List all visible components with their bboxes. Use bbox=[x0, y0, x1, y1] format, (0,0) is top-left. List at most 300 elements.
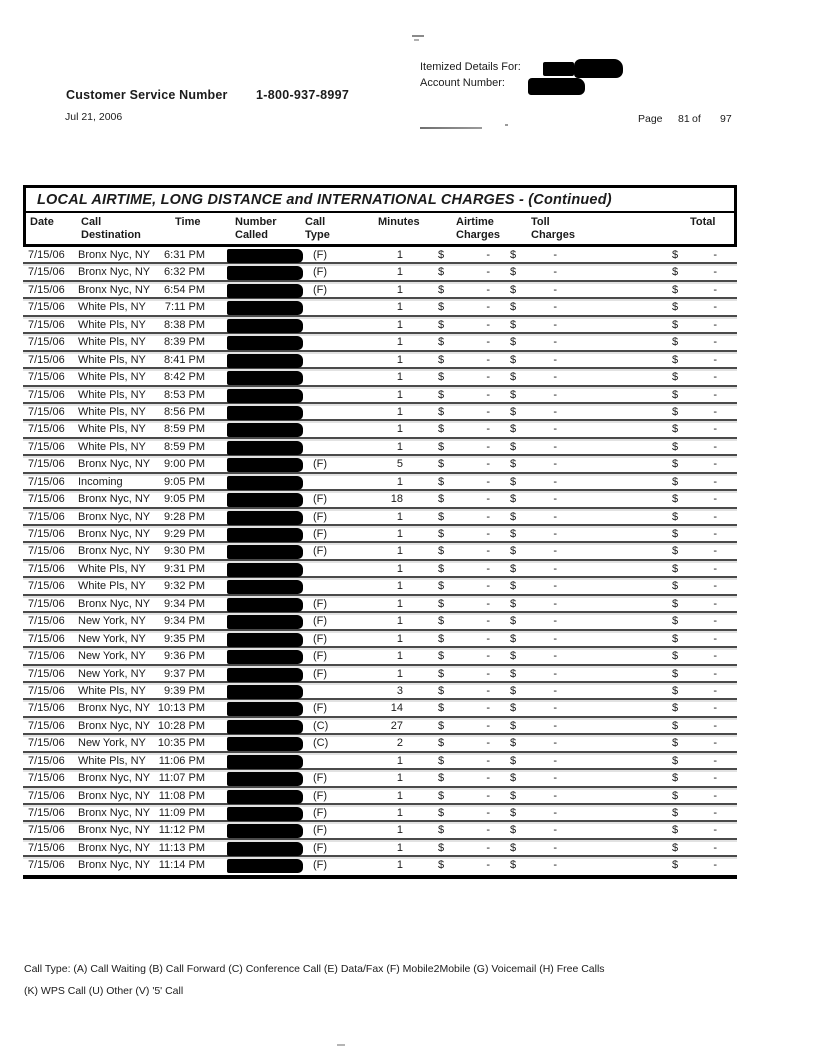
call-record-row bbox=[23, 822, 737, 839]
airtime-currency-symbol: $ bbox=[438, 440, 445, 453]
toll-charge-amount: - bbox=[553, 371, 557, 384]
redacted-number-called bbox=[227, 859, 303, 873]
total-charge-amount: - bbox=[713, 545, 717, 558]
total-currency-symbol: $ bbox=[672, 841, 679, 854]
call-time: 7:11 PM bbox=[164, 301, 205, 314]
call-type-code: (F) bbox=[313, 632, 328, 645]
total-charge-amount: - bbox=[713, 615, 717, 628]
total-charge-amount: - bbox=[713, 789, 717, 802]
airtime-currency-symbol: $ bbox=[438, 702, 445, 715]
call-minutes: 2 bbox=[396, 737, 403, 750]
call-date: 7/15/06 bbox=[28, 405, 65, 418]
total-currency-symbol: $ bbox=[672, 528, 679, 540]
toll-currency-symbol: $ bbox=[510, 719, 517, 732]
total-currency-symbol: $ bbox=[672, 754, 679, 767]
call-type-legend-line-1: Call Type: (A) Call Waiting (B) Call Forward (C) Conference Call (E) Data/Fax (F) Mobile2Mobile (G) Voicemail (H) Free Calls bbox=[24, 963, 605, 975]
toll-currency-symbol: $ bbox=[510, 475, 517, 488]
toll-currency-symbol: $ bbox=[510, 667, 517, 680]
col-header-minutes: Minutes bbox=[378, 216, 420, 228]
charges-table bbox=[23, 185, 737, 879]
redacted-number-called bbox=[227, 511, 303, 525]
call-minutes: 1 bbox=[396, 562, 403, 575]
toll-currency-symbol: $ bbox=[510, 528, 517, 540]
call-time: 8:59 PM bbox=[164, 423, 205, 436]
call-destination: Bronx Nyc, NY bbox=[78, 249, 151, 261]
airtime-currency-symbol: $ bbox=[438, 667, 445, 680]
total-charge-amount: - bbox=[713, 388, 717, 401]
call-record-row bbox=[23, 474, 737, 491]
call-time: 9:29 PM bbox=[164, 528, 205, 540]
airtime-charge-amount: - bbox=[486, 737, 490, 750]
toll-currency-symbol: $ bbox=[510, 841, 517, 854]
call-destination: Bronx Nyc, NY bbox=[78, 841, 151, 854]
toll-currency-symbol: $ bbox=[510, 737, 517, 750]
toll-charge-amount: - bbox=[553, 510, 557, 523]
call-type-code: (F) bbox=[313, 597, 328, 610]
toll-charge-amount: - bbox=[553, 458, 557, 471]
total-charge-amount: - bbox=[713, 772, 717, 785]
call-destination: White Pls, NY bbox=[78, 754, 146, 767]
toll-currency-symbol: $ bbox=[510, 510, 517, 523]
call-time: 11:09 PM bbox=[158, 807, 205, 819]
airtime-currency-symbol: $ bbox=[438, 615, 445, 628]
total-charge-amount: - bbox=[713, 336, 717, 349]
call-minutes: 1 bbox=[396, 632, 403, 645]
call-minutes: 1 bbox=[396, 266, 403, 279]
charges-table-head bbox=[23, 185, 737, 247]
redacted-number-called bbox=[227, 807, 303, 821]
redacted-number-called bbox=[227, 842, 303, 856]
airtime-currency-symbol: $ bbox=[438, 283, 445, 296]
total-charge-amount: - bbox=[713, 824, 717, 837]
airtime-charge-amount: - bbox=[486, 249, 490, 261]
total-charge-amount: - bbox=[713, 283, 717, 296]
total-currency-symbol: $ bbox=[672, 807, 679, 819]
airtime-charge-amount: - bbox=[486, 824, 490, 837]
call-destination: White Pls, NY bbox=[78, 405, 146, 418]
call-record-row bbox=[23, 753, 737, 770]
call-date: 7/15/06 bbox=[28, 632, 65, 645]
call-minutes: 5 bbox=[396, 458, 403, 471]
total-currency-symbol: $ bbox=[672, 702, 679, 715]
toll-currency-symbol: $ bbox=[510, 353, 517, 366]
airtime-currency-symbol: $ bbox=[438, 423, 445, 436]
call-record-row bbox=[23, 805, 737, 822]
call-type-code: (F) bbox=[313, 545, 328, 558]
toll-currency-symbol: $ bbox=[510, 702, 517, 715]
airtime-charge-amount: - bbox=[486, 545, 490, 558]
redacted-number-called bbox=[227, 824, 303, 838]
total-currency-symbol: $ bbox=[672, 719, 679, 732]
toll-charge-amount: - bbox=[553, 859, 557, 872]
call-record-row bbox=[23, 561, 737, 578]
call-record-row bbox=[23, 282, 737, 299]
airtime-charge-amount: - bbox=[486, 632, 490, 645]
table-body bbox=[23, 247, 737, 879]
redacted-number-called bbox=[227, 650, 303, 664]
call-record-row bbox=[23, 439, 737, 456]
toll-charge-amount: - bbox=[553, 807, 557, 819]
call-minutes: 1 bbox=[396, 475, 403, 488]
call-destination: Bronx Nyc, NY bbox=[78, 772, 151, 785]
call-type-code: (C) bbox=[313, 719, 329, 732]
call-date: 7/15/06 bbox=[28, 388, 65, 401]
scan-artifact bbox=[412, 35, 424, 37]
call-destination: White Pls, NY bbox=[78, 336, 146, 349]
call-record-row bbox=[23, 334, 737, 351]
redacted-number-called bbox=[227, 528, 303, 542]
toll-currency-symbol: $ bbox=[510, 754, 517, 767]
total-charge-amount: - bbox=[713, 528, 717, 540]
toll-charge-amount: - bbox=[553, 772, 557, 785]
total-currency-symbol: $ bbox=[672, 789, 679, 802]
call-minutes: 1 bbox=[396, 807, 403, 819]
airtime-currency-symbol: $ bbox=[438, 824, 445, 837]
airtime-currency-symbol: $ bbox=[438, 562, 445, 575]
page-of-label: of bbox=[692, 113, 701, 125]
airtime-currency-symbol: $ bbox=[438, 405, 445, 418]
call-destination: White Pls, NY bbox=[78, 371, 146, 384]
call-destination: New York, NY bbox=[78, 650, 146, 663]
airtime-charge-amount: - bbox=[486, 283, 490, 296]
airtime-currency-symbol: $ bbox=[438, 545, 445, 558]
call-record-row bbox=[23, 718, 737, 735]
toll-charge-amount: - bbox=[553, 632, 557, 645]
toll-charge-amount: - bbox=[553, 824, 557, 837]
call-type-code: (F) bbox=[313, 702, 328, 715]
total-charge-amount: - bbox=[713, 493, 717, 506]
airtime-charge-amount: - bbox=[486, 684, 490, 697]
call-minutes: 1 bbox=[396, 545, 403, 558]
toll-charge-amount: - bbox=[553, 545, 557, 558]
toll-currency-symbol: $ bbox=[510, 684, 517, 697]
total-currency-symbol: $ bbox=[672, 440, 679, 453]
col-header-number-called: Number Called bbox=[235, 216, 277, 241]
toll-currency-symbol: $ bbox=[510, 283, 517, 296]
call-minutes: 1 bbox=[396, 859, 403, 872]
toll-charge-amount: - bbox=[553, 336, 557, 349]
call-record-row bbox=[23, 456, 737, 473]
call-record-row bbox=[23, 596, 737, 613]
toll-charge-amount: - bbox=[553, 493, 557, 506]
call-type-code: (F) bbox=[313, 266, 328, 279]
call-time: 11:07 PM bbox=[158, 772, 205, 785]
total-currency-symbol: $ bbox=[672, 336, 679, 349]
airtime-currency-symbol: $ bbox=[438, 388, 445, 401]
call-minutes: 1 bbox=[396, 440, 403, 453]
toll-charge-amount: - bbox=[553, 249, 557, 261]
call-record-row bbox=[23, 526, 737, 543]
call-date: 7/15/06 bbox=[28, 667, 65, 680]
call-date: 7/15/06 bbox=[28, 528, 65, 540]
total-currency-symbol: $ bbox=[672, 597, 679, 610]
total-charge-amount: - bbox=[713, 684, 717, 697]
statement-date: Jul 21, 2006 bbox=[65, 111, 123, 123]
airtime-currency-symbol: $ bbox=[438, 580, 445, 593]
toll-charge-amount: - bbox=[553, 580, 557, 593]
call-record-row bbox=[23, 491, 737, 508]
total-charge-amount: - bbox=[713, 475, 717, 488]
col-header-airtime-charges: Airtime Charges bbox=[456, 216, 501, 241]
call-destination: White Pls, NY bbox=[78, 580, 146, 593]
call-date: 7/15/06 bbox=[28, 545, 65, 558]
call-record-row bbox=[23, 369, 737, 386]
call-minutes: 1 bbox=[396, 580, 403, 593]
call-date: 7/15/06 bbox=[28, 493, 65, 506]
toll-charge-amount: - bbox=[553, 562, 557, 575]
redacted-account-number bbox=[528, 78, 585, 95]
call-date: 7/15/06 bbox=[28, 615, 65, 628]
call-record-row bbox=[23, 264, 737, 281]
total-currency-symbol: $ bbox=[672, 353, 679, 366]
airtime-charge-amount: - bbox=[486, 562, 490, 575]
redacted-number-called bbox=[227, 389, 303, 403]
total-charge-amount: - bbox=[713, 841, 717, 854]
call-destination: Bronx Nyc, NY bbox=[78, 597, 151, 610]
toll-currency-symbol: $ bbox=[510, 562, 517, 575]
col-header-destination: Call Destination bbox=[81, 216, 141, 241]
toll-charge-amount: - bbox=[553, 353, 557, 366]
call-record-row bbox=[23, 735, 737, 752]
call-date: 7/15/06 bbox=[28, 266, 65, 279]
toll-charge-amount: - bbox=[553, 754, 557, 767]
call-date: 7/15/06 bbox=[28, 824, 65, 837]
toll-currency-symbol: $ bbox=[510, 318, 517, 331]
call-time: 9:32 PM bbox=[164, 580, 205, 593]
airtime-currency-symbol: $ bbox=[438, 841, 445, 854]
call-date: 7/15/06 bbox=[28, 772, 65, 785]
call-type-code: (F) bbox=[313, 249, 328, 261]
airtime-charge-amount: - bbox=[486, 318, 490, 331]
call-time: 10:13 PM bbox=[157, 702, 205, 715]
call-record-row bbox=[23, 578, 737, 595]
toll-charge-amount: - bbox=[553, 301, 557, 314]
airtime-currency-symbol: $ bbox=[438, 807, 445, 819]
airtime-charge-amount: - bbox=[486, 702, 490, 715]
airtime-charge-amount: - bbox=[486, 789, 490, 802]
redacted-number-called bbox=[227, 301, 303, 315]
total-charge-amount: - bbox=[713, 632, 717, 645]
total-currency-symbol: $ bbox=[672, 545, 679, 558]
call-destination: White Pls, NY bbox=[78, 423, 146, 436]
airtime-charge-amount: - bbox=[486, 371, 490, 384]
call-destination: White Pls, NY bbox=[78, 301, 146, 314]
call-minutes: 1 bbox=[396, 510, 403, 523]
total-charge-amount: - bbox=[713, 301, 717, 314]
redacted-number-called bbox=[227, 423, 303, 437]
total-currency-symbol: $ bbox=[672, 632, 679, 645]
call-type-code: (F) bbox=[313, 615, 328, 628]
call-date: 7/15/06 bbox=[28, 318, 65, 331]
page-current-number: 81 bbox=[678, 113, 690, 125]
toll-currency-symbol: $ bbox=[510, 266, 517, 279]
call-time: 9:35 PM bbox=[164, 632, 205, 645]
toll-currency-symbol: $ bbox=[510, 615, 517, 628]
airtime-currency-symbol: $ bbox=[438, 510, 445, 523]
call-type-code: (F) bbox=[313, 283, 328, 296]
total-charge-amount: - bbox=[713, 702, 717, 715]
call-date: 7/15/06 bbox=[28, 353, 65, 366]
call-minutes: 1 bbox=[396, 615, 403, 628]
call-minutes: 3 bbox=[396, 684, 403, 697]
redacted-number-called bbox=[227, 563, 303, 577]
call-date: 7/15/06 bbox=[28, 841, 65, 854]
total-currency-symbol: $ bbox=[672, 580, 679, 593]
call-destination: Bronx Nyc, NY bbox=[78, 493, 151, 506]
total-currency-symbol: $ bbox=[672, 772, 679, 785]
call-minutes: 1 bbox=[396, 650, 403, 663]
redacted-number-called bbox=[227, 790, 303, 804]
total-currency-symbol: $ bbox=[672, 493, 679, 506]
call-record-row bbox=[23, 770, 737, 787]
redacted-customer-name bbox=[543, 62, 574, 76]
total-currency-symbol: $ bbox=[672, 458, 679, 471]
call-minutes: 18 bbox=[390, 493, 403, 506]
airtime-currency-symbol: $ bbox=[438, 719, 445, 732]
toll-currency-symbol: $ bbox=[510, 440, 517, 453]
total-charge-amount: - bbox=[713, 580, 717, 593]
call-minutes: 1 bbox=[396, 301, 403, 314]
airtime-currency-symbol: $ bbox=[438, 301, 445, 314]
call-record-row bbox=[23, 700, 737, 717]
call-minutes: 1 bbox=[396, 841, 403, 854]
redacted-number-called bbox=[227, 406, 303, 420]
toll-currency-symbol: $ bbox=[510, 580, 517, 593]
call-time: 6:31 PM bbox=[164, 249, 205, 261]
total-charge-amount: - bbox=[713, 405, 717, 418]
call-time: 8:59 PM bbox=[164, 440, 205, 453]
toll-charge-amount: - bbox=[553, 597, 557, 610]
redacted-number-called bbox=[227, 266, 303, 280]
call-date: 7/15/06 bbox=[28, 754, 65, 767]
call-minutes: 27 bbox=[390, 719, 403, 732]
airtime-charge-amount: - bbox=[486, 667, 490, 680]
total-charge-amount: - bbox=[713, 266, 717, 279]
toll-charge-amount: - bbox=[553, 841, 557, 854]
call-time: 9:37 PM bbox=[164, 667, 205, 680]
call-minutes: 1 bbox=[396, 283, 403, 296]
redacted-number-called bbox=[227, 615, 303, 629]
toll-currency-symbol: $ bbox=[510, 336, 517, 349]
call-destination: Bronx Nyc, NY bbox=[78, 545, 151, 558]
toll-currency-symbol: $ bbox=[510, 545, 517, 558]
call-time: 9:28 PM bbox=[164, 510, 205, 523]
toll-currency-symbol: $ bbox=[510, 405, 517, 418]
total-currency-symbol: $ bbox=[672, 510, 679, 523]
total-currency-symbol: $ bbox=[672, 249, 679, 261]
total-currency-symbol: $ bbox=[672, 318, 679, 331]
total-currency-symbol: $ bbox=[672, 650, 679, 663]
scan-artifact-line bbox=[420, 127, 482, 129]
call-destination: Bronx Nyc, NY bbox=[78, 824, 151, 837]
airtime-currency-symbol: $ bbox=[438, 859, 445, 872]
toll-currency-symbol: $ bbox=[510, 423, 517, 436]
call-date: 7/15/06 bbox=[28, 458, 65, 471]
call-time: 11:12 PM bbox=[158, 824, 205, 837]
total-charge-amount: - bbox=[713, 597, 717, 610]
call-type-code: (F) bbox=[313, 667, 328, 680]
total-currency-symbol: $ bbox=[672, 301, 679, 314]
airtime-currency-symbol: $ bbox=[438, 475, 445, 488]
total-charge-amount: - bbox=[713, 371, 717, 384]
airtime-currency-symbol: $ bbox=[438, 353, 445, 366]
call-date: 7/15/06 bbox=[28, 719, 65, 732]
call-destination: White Pls, NY bbox=[78, 440, 146, 453]
page-total-number: 97 bbox=[720, 113, 732, 125]
call-time: 9:30 PM bbox=[164, 545, 205, 558]
call-destination: Incoming bbox=[78, 475, 123, 488]
call-type-code: (F) bbox=[313, 789, 328, 802]
airtime-charge-amount: - bbox=[486, 266, 490, 279]
call-record-row bbox=[23, 352, 737, 369]
toll-currency-symbol: $ bbox=[510, 650, 517, 663]
airtime-charge-amount: - bbox=[486, 475, 490, 488]
call-record-row bbox=[23, 788, 737, 805]
call-date: 7/15/06 bbox=[28, 371, 65, 384]
col-header-toll-charges: Toll Charges bbox=[531, 216, 576, 241]
call-time: 9:05 PM bbox=[164, 475, 205, 488]
total-charge-amount: - bbox=[713, 807, 717, 819]
total-currency-symbol: $ bbox=[672, 684, 679, 697]
airtime-charge-amount: - bbox=[486, 423, 490, 436]
call-time: 8:56 PM bbox=[164, 405, 205, 418]
call-time: 8:53 PM bbox=[164, 388, 205, 401]
total-charge-amount: - bbox=[713, 510, 717, 523]
total-currency-symbol: $ bbox=[672, 405, 679, 418]
scan-artifact bbox=[505, 124, 508, 126]
airtime-currency-symbol: $ bbox=[438, 737, 445, 750]
toll-currency-symbol: $ bbox=[510, 388, 517, 401]
toll-charge-amount: - bbox=[553, 528, 557, 540]
call-record-row bbox=[23, 509, 737, 526]
col-header-date: Date bbox=[30, 216, 54, 228]
toll-currency-symbol: $ bbox=[510, 632, 517, 645]
airtime-currency-symbol: $ bbox=[438, 772, 445, 785]
call-time: 11:14 PM bbox=[158, 859, 205, 872]
toll-charge-amount: - bbox=[553, 789, 557, 802]
call-date: 7/15/06 bbox=[28, 440, 65, 453]
call-destination: Bronx Nyc, NY bbox=[78, 702, 151, 715]
call-time: 9:05 PM bbox=[164, 493, 205, 506]
toll-charge-amount: - bbox=[553, 405, 557, 418]
call-destination: Bronx Nyc, NY bbox=[78, 510, 151, 523]
airtime-charge-amount: - bbox=[486, 405, 490, 418]
airtime-charge-amount: - bbox=[486, 807, 490, 819]
call-minutes: 1 bbox=[396, 754, 403, 767]
call-record-row bbox=[23, 648, 737, 665]
toll-charge-amount: - bbox=[553, 388, 557, 401]
toll-charge-amount: - bbox=[553, 667, 557, 680]
toll-currency-symbol: $ bbox=[510, 824, 517, 837]
airtime-charge-amount: - bbox=[486, 650, 490, 663]
call-time: 11:08 PM bbox=[158, 789, 205, 802]
airtime-charge-amount: - bbox=[486, 528, 490, 540]
total-charge-amount: - bbox=[713, 737, 717, 750]
call-date: 7/15/06 bbox=[28, 789, 65, 802]
redacted-number-called bbox=[227, 668, 303, 682]
call-destination: Bronx Nyc, NY bbox=[78, 528, 151, 540]
call-record-row bbox=[23, 666, 737, 683]
col-header-call-type: Call Type bbox=[305, 216, 330, 241]
call-time: 10:35 PM bbox=[157, 737, 205, 750]
call-record-row bbox=[23, 317, 737, 334]
airtime-charge-amount: - bbox=[486, 510, 490, 523]
call-minutes: 1 bbox=[396, 318, 403, 331]
total-currency-symbol: $ bbox=[672, 266, 679, 279]
call-time: 6:32 PM bbox=[164, 266, 205, 279]
call-record-row bbox=[23, 299, 737, 316]
call-type-code: (F) bbox=[313, 841, 328, 854]
